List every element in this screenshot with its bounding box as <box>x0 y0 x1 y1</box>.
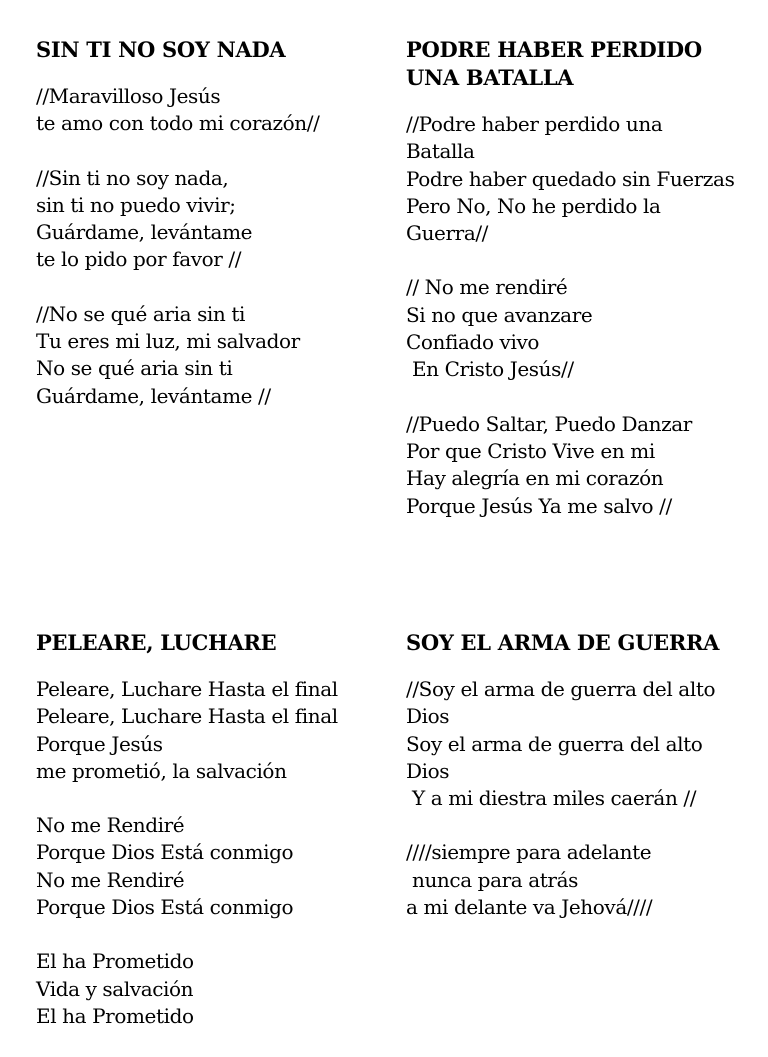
lyric-line: Porque Dios Está conmigo <box>36 840 294 865</box>
stanza <box>406 111 761 247</box>
lyric-line: El ha Prometido <box>36 1003 194 1028</box>
lyric-line: Vida y salvación <box>36 976 194 1001</box>
lyric-line: //Soy el arma de guerra del alto <box>406 677 716 701</box>
lyric-line: Pero No, No he perdido la <box>406 193 661 218</box>
song-title: SOY EL ARMA DE GUERRA <box>406 630 720 655</box>
lyric-line: Guárdame, levántame <box>36 220 253 245</box>
lyric-line: Peleare, Luchare Hasta el final <box>36 704 338 729</box>
stanza <box>36 301 381 410</box>
lyric-line: Dios <box>406 758 450 783</box>
lyric-line: te amo con todo mi corazón// <box>36 111 320 136</box>
lyric-line: a mi delante va Jehová//// <box>406 895 653 920</box>
lyric-line: Tu eres mi luz, mi salvador <box>36 329 300 354</box>
lyric-line: Y a mi diestra miles caerán // <box>406 786 697 811</box>
lyric-line: El ha Prometido <box>36 949 194 974</box>
lyric-line: Guerra// <box>406 221 489 246</box>
lyric-line: Batalla <box>406 139 475 164</box>
stanza <box>36 165 381 274</box>
stanza <box>36 948 381 1030</box>
lyric-line: Porque Dios Está conmigo <box>36 895 294 920</box>
lyric-line: Guárdame, levántame // <box>36 383 271 408</box>
song-title: SIN TI NO SOY NADA <box>36 37 286 62</box>
stanza <box>36 676 381 785</box>
song-sin-ti-no-soy-nada <box>36 36 381 437</box>
lyric-line: Peleare, Luchare Hasta el final <box>36 677 338 701</box>
lyric-line: Podre haber quedado sin Fuerzas <box>406 166 735 191</box>
lyric-line: //Maravilloso Jesús <box>36 84 221 108</box>
stanza <box>36 83 381 138</box>
lyric-line: No me Rendiré <box>36 813 185 838</box>
stanza <box>36 812 381 921</box>
lyric-line: Si no que avanzare <box>406 302 593 327</box>
stanza <box>406 839 761 921</box>
lyric-line: sin ti no puedo vivir; <box>36 192 236 217</box>
lyric-line: No se qué aria sin ti <box>36 356 233 381</box>
lyric-line: // No me rendiré <box>406 275 568 300</box>
lyric-line: Confiado vivo <box>406 330 539 355</box>
song-peleare-luchare <box>36 629 381 1057</box>
lyric-line: me prometió, la salvación <box>36 758 287 783</box>
song-podre-haber-perdido <box>406 36 761 547</box>
lyric-line: te lo pido por favor // <box>36 247 242 272</box>
lyric-line: nunca para atrás <box>406 867 578 892</box>
lyric-line: //No se qué aria sin ti <box>36 301 246 326</box>
song-soy-el-arma-de-guerra <box>406 629 761 948</box>
lyric-line: Dios <box>406 704 450 729</box>
lyric-line: Porque Jesús Ya me salvo // <box>406 493 672 518</box>
lyric-line: Hay alegría en mi corazón <box>406 466 664 491</box>
lyric-line: ////siempre para adelante <box>406 840 652 865</box>
lyric-line: No me Rendiré <box>36 867 185 892</box>
stanza <box>406 676 761 812</box>
lyric-line: //Sin ti no soy nada, <box>36 165 229 190</box>
stanza <box>406 411 761 520</box>
lyric-line: Porque Jesús <box>36 731 163 756</box>
stanza <box>406 274 761 383</box>
lyric-line: Soy el arma de guerra del alto <box>406 731 703 756</box>
lyric-line: //Podre haber perdido una <box>406 112 663 136</box>
lyric-line: //Puedo Saltar, Puedo Danzar <box>406 411 692 436</box>
song-title: PODRE HABER PERDIDO UNA BATALLA <box>406 37 702 90</box>
song-title: PELEARE, LUCHARE <box>36 630 277 655</box>
lyric-line: Por que Cristo Vive en mi <box>406 438 655 463</box>
lyric-line: En Cristo Jesús// <box>406 357 574 382</box>
